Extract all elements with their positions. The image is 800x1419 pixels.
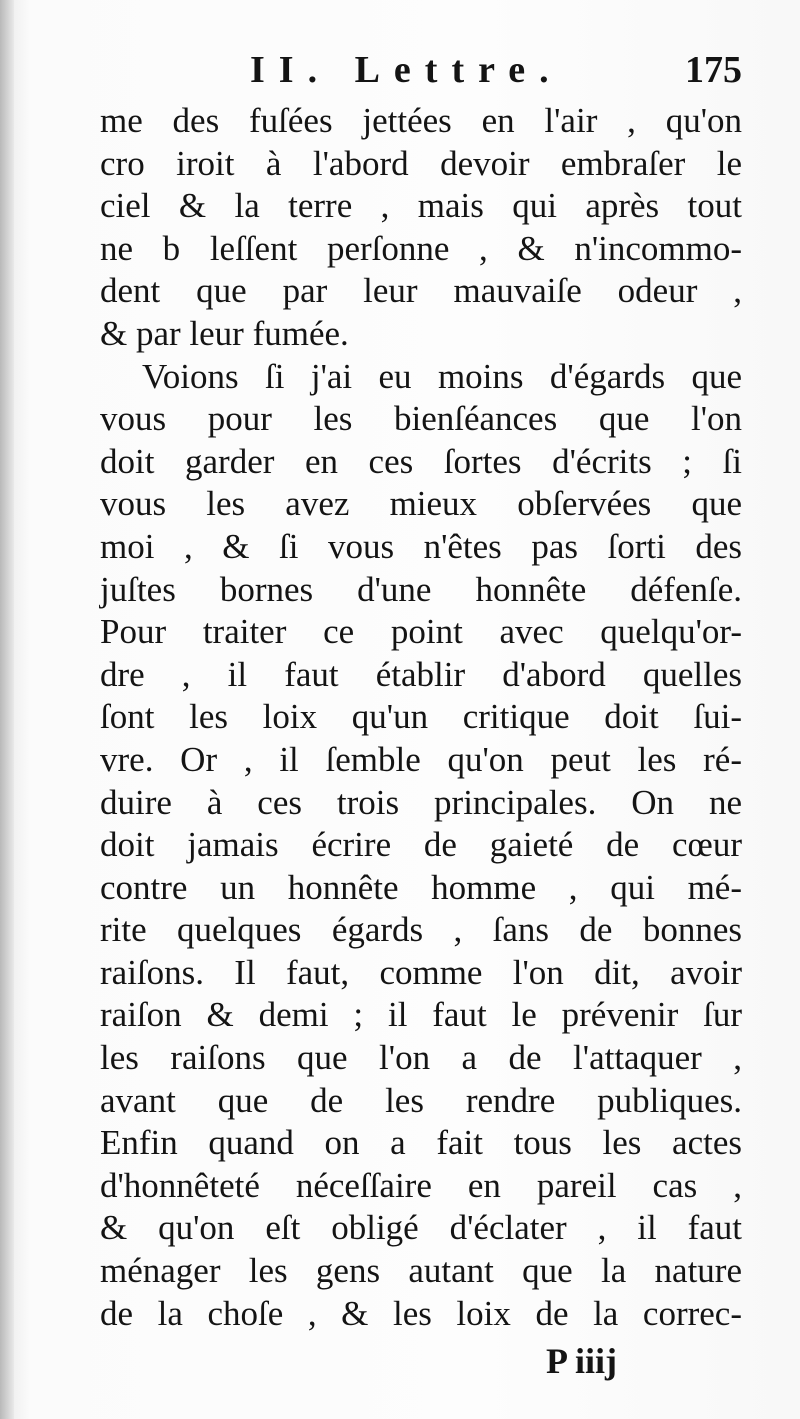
text-line: duire à ces trois principales. On ne [100, 782, 742, 822]
text-line: juſtes bornes d'une honnête défenſe. [100, 569, 742, 609]
text-line: cro iroit à l'abord devoir embraſer le [100, 143, 742, 183]
text-line: d'honnêteté néceſſaire en pareil cas , [100, 1165, 742, 1205]
body-text [100, 100, 742, 1335]
text-line: & qu'on eſt obligé d'éclater , il faut [100, 1208, 742, 1248]
text-line: raiſon & demi ; il faut le prévenir ſur [100, 995, 742, 1035]
running-head [250, 48, 742, 96]
page-gutter-shadow [0, 0, 14, 1419]
text-line: moi , & ſi vous n'êtes pas ſorti des [100, 526, 742, 566]
text-line: Voions ſi j'ai eu moins d'égards que [142, 356, 742, 396]
text-line: Enfin quand on a fait tous les actes [100, 1123, 742, 1163]
text-line: avant que de les rendre publiques. [100, 1080, 742, 1120]
text-line: Pour traiter ce point avec quelqu'or- [100, 612, 742, 652]
text-line: ciel & la terre , mais qui après tout [100, 186, 742, 226]
text-line: & par leur fumée. [100, 313, 349, 353]
text-line: dent que par leur mauvaiſe odeur , [100, 271, 742, 311]
text-line: vre. Or , il ſemble qu'on peut les ré- [100, 739, 742, 779]
text-line: doit jamais écrire de gaieté de cœur [100, 825, 742, 865]
running-head-title: II. Lettre. [250, 49, 563, 91]
text-line: contre un honnête homme , qui mé- [100, 867, 742, 907]
signature-mark: P iiij [546, 1341, 617, 1381]
text-line: ſont les loix qu'un critique doit ſui- [100, 697, 742, 737]
text-line: dre , il faut établir d'abord quelles [100, 654, 742, 694]
page-number: 175 [685, 49, 742, 91]
text-line: ne b leſſent perſonne , & n'incommo- [100, 228, 742, 268]
text-line: de la choſe , & les loix de la correc- [100, 1293, 742, 1333]
text-line: doit garder en ces ſortes d'écrits ; ſi [100, 441, 742, 481]
text-line: raiſons. Il faut, comme l'on dit, avoir [100, 952, 742, 992]
text-line: me des fuſées jettées en l'air , qu'on [100, 101, 742, 140]
text-line: les raiſons que l'on a de l'attaquer , [100, 1038, 742, 1078]
text-line: ménager les gens autant que la nature [100, 1251, 742, 1291]
text-line: rite quelques égards , ſans de bonnes [100, 910, 742, 950]
text-line: vous pour les bienſéances que l'on [100, 399, 742, 439]
text-line: vous les avez mieux obſervées que [100, 484, 742, 524]
